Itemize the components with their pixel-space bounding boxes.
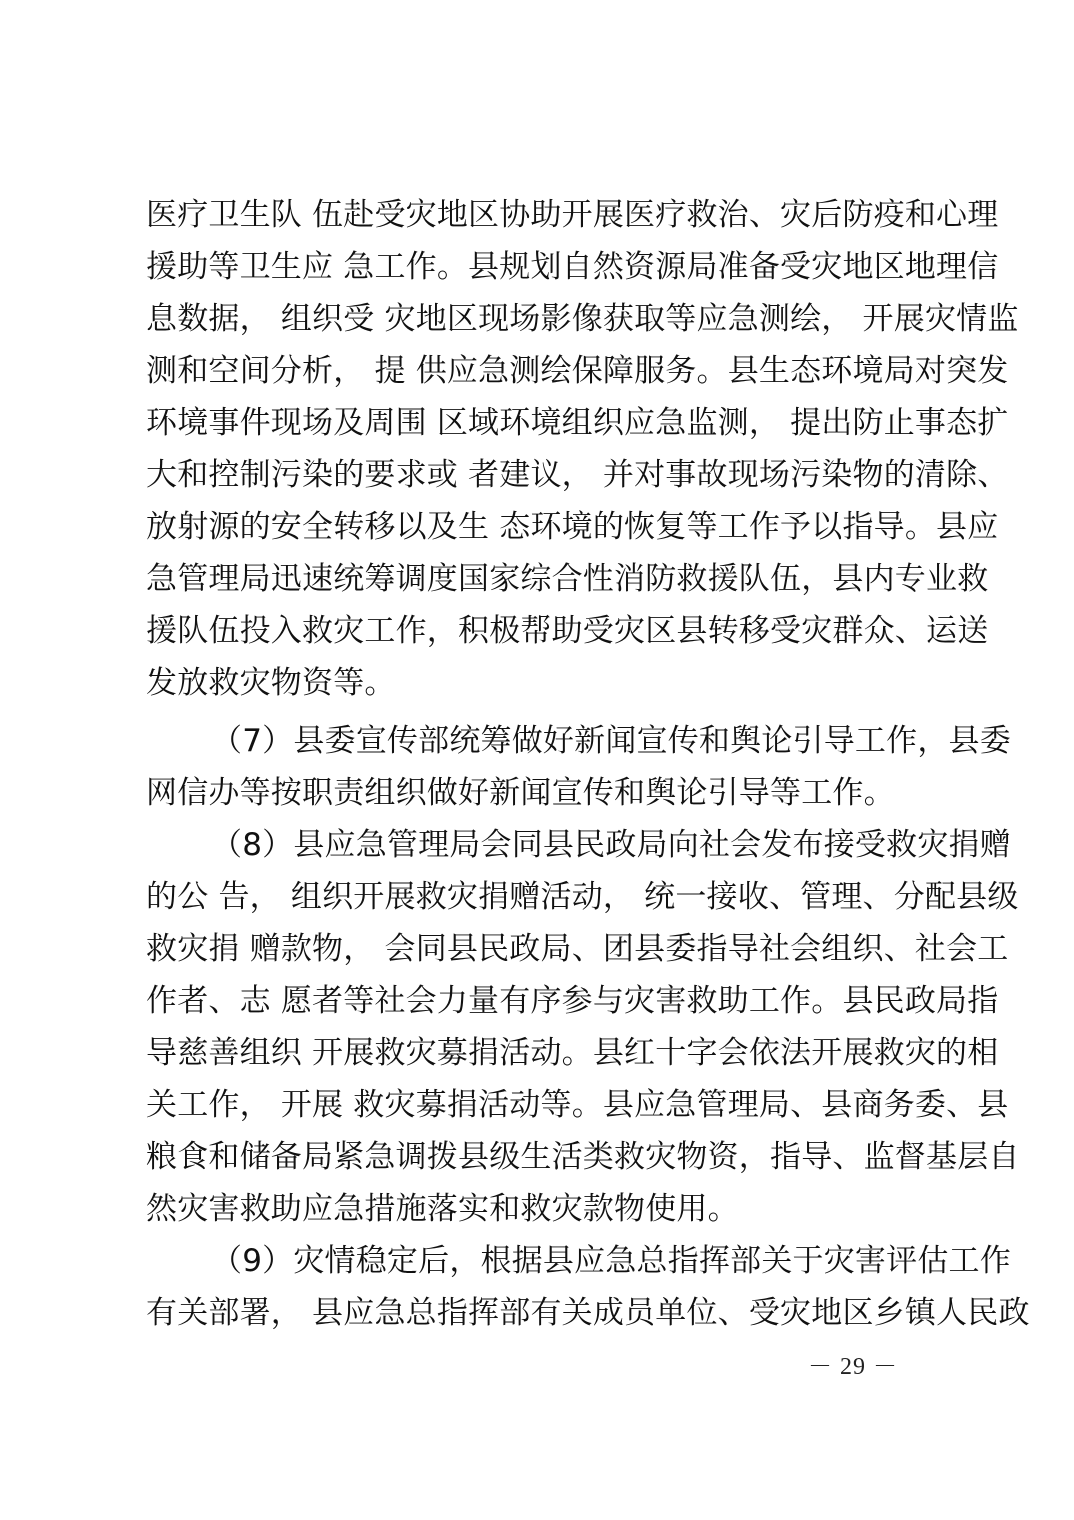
paragraph-8-line: （8）县应急管理局会同县民政局向社会发布接受救灾捐赠 <box>211 827 1011 863</box>
body-text-line: 的公 告， 组织开展救灾捐赠活动， 统一接收、管理、分配县级 <box>146 879 1019 915</box>
paragraph-9-line: （9）灾情稳定后，根据县应急总指挥部关于灾害评估工作 <box>211 1243 1011 1279</box>
body-text-line: 有关部署， 县应急总指挥部有关成员单位、受灾地区乡镇人民政 <box>146 1295 1030 1331</box>
body-text-line: 关工作， 开展 救灾募捐活动等。县应急管理局、县商务委、县 <box>146 1087 1009 1123</box>
body-text-line: 大和控制污染的要求或 者建议， 并对事故现场污染物的清除、 <box>146 457 1009 493</box>
body-text-line: 息数据， 组织受 灾地区现场影像获取等应急测绘， 开展灾情监 <box>146 301 1019 337</box>
body-text-line: 援助等卫生应 急工作。县规划自然资源局准备受灾地区地理信 <box>146 249 999 285</box>
page-number: － 29 － <box>808 1354 898 1380</box>
body-text-line: 发放救灾物资等。 <box>146 665 396 701</box>
body-text-line: 导慈善组织 开展救灾募捐活动。县红十字会依法开展救灾的相 <box>146 1035 999 1071</box>
body-text-line: 测和空间分析， 提 供应急测绘保障服务。县生态环境局对突发 <box>146 353 1009 389</box>
body-text-line: 救灾捐 赠款物， 会同县民政局、团县委指导社会组织、社会工 <box>146 931 1009 967</box>
body-text-line: 然灾害救助应急措施落实和救灾款物使用。 <box>146 1191 739 1227</box>
body-text-line: 放射源的安全转移以及生 态环境的恢复等工作予以指导。县应 <box>146 509 999 545</box>
body-text-line: 作者、志 愿者等社会力量有序参与灾害救助工作。县民政局指 <box>146 983 999 1019</box>
body-text-line: 急管理局迅速统筹调度国家综合性消防救援队伍，县内专业救 <box>146 561 989 597</box>
body-text-line: 医疗卫生队 伍赴受灾地区协助开展医疗救治、灾后防疫和心理 <box>146 197 999 233</box>
body-text-line: 环境事件现场及周围 区域环境组织应急监测， 提出防止事态扩 <box>146 405 1009 441</box>
paragraph-7-line: （7）县委宣传部统筹做好新闻宣传和舆论引导工作，县委 <box>211 723 1011 759</box>
body-text-line: 粮食和储备局紧急调拨县级生活类救灾物资，指导、监督基层自 <box>146 1139 1020 1175</box>
body-text-line: 网信办等按职责组织做好新闻宣传和舆论引导等工作。 <box>146 775 895 811</box>
body-text-line: 援队伍投入救灾工作，积极帮助受灾区县转移受灾群众、运送 <box>146 613 989 649</box>
